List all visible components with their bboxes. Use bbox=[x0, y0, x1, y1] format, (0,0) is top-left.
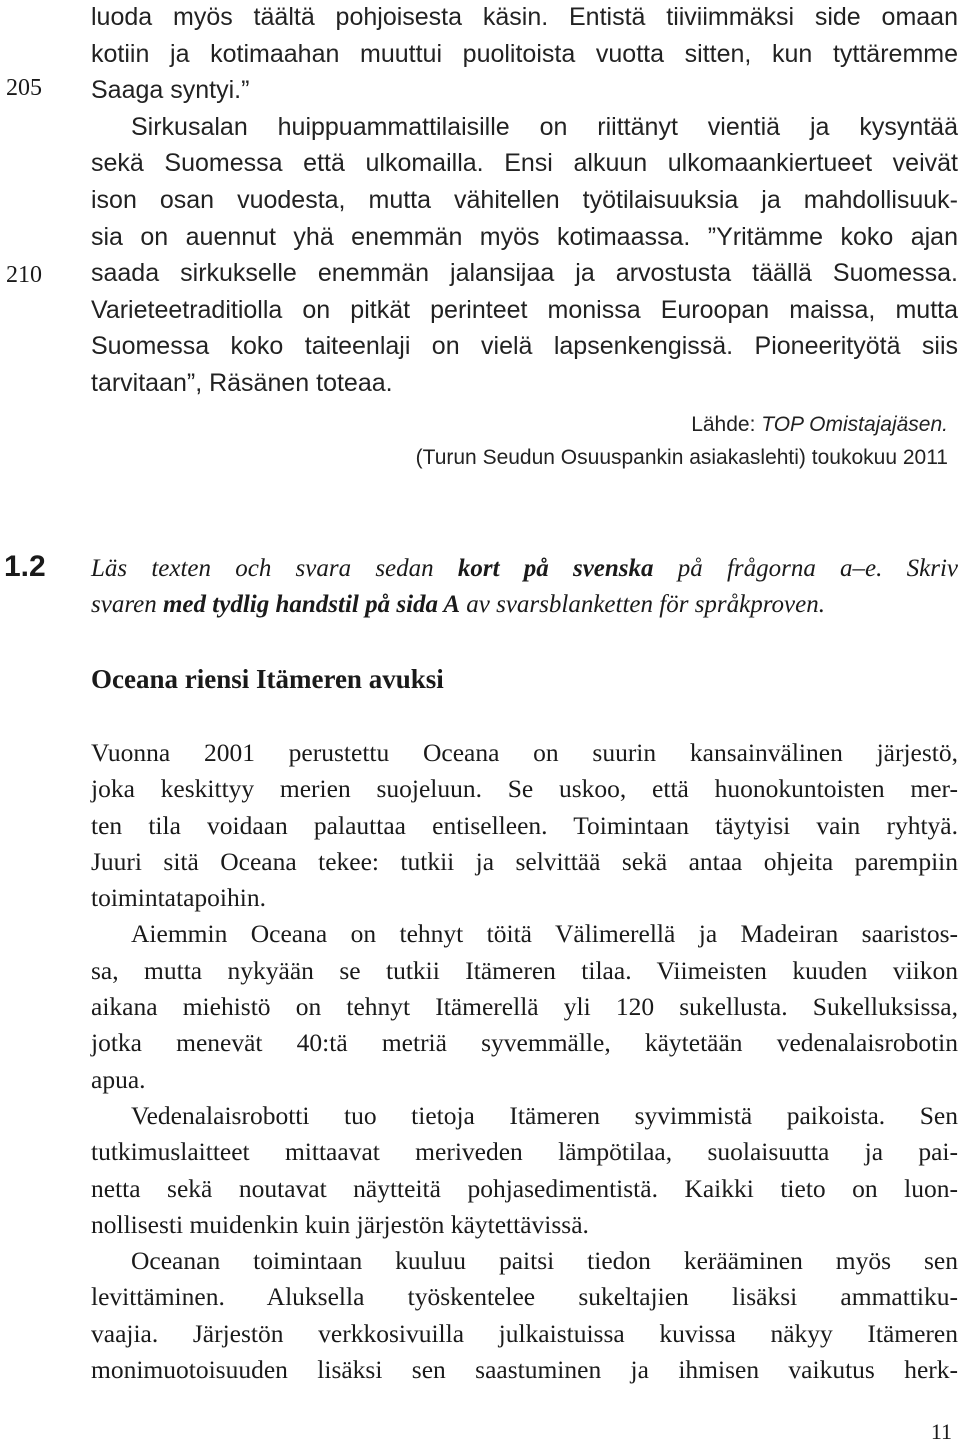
instruction-line bbox=[91, 551, 958, 587]
text-line: Vuonna 2001 perustettu Oceana on suurin kansainvälinen järjestö, bbox=[91, 738, 958, 767]
instruction-text: av svarsblanketten för språkproven. bbox=[460, 591, 825, 618]
text-line: aikana miehistö on tehnyt Itämerellä yli 120 sukellusta. Sukelluksissa, bbox=[91, 992, 958, 1022]
instruction-emphasis: med tydlig handstil på sida A bbox=[162, 591, 461, 618]
text-line: vaajia. Järjestön verkkosivuilla julkaistuissa kuvissa näkyy Itämeren bbox=[91, 1318, 958, 1348]
text-line: Suomessa koko taiteenlaji on vielä lapsenkengissä. Pioneerityötä siis bbox=[91, 332, 958, 361]
line-number: 205 bbox=[6, 75, 42, 101]
text-line: sa, mutta nykyään se tutkii Itämeren tilaa. Viimeisten kuuden viikon bbox=[91, 955, 958, 985]
text-line: Juuri sitä Oceana tekee: tutkii ja selvittää sekä antaa ohjeita parempiin bbox=[91, 846, 958, 876]
text-line: joka keskittyy merien suojeluun. Se uskoo, että huonokuntoisten mer- bbox=[91, 774, 958, 804]
question-number: 1.2 bbox=[4, 550, 46, 583]
text-line: nollisesti muidenkin kuin järjestön käytettävissä. bbox=[91, 1209, 589, 1239]
page-number: 11 bbox=[930, 1419, 952, 1444]
text-line: luoda myös täältä pohjoisesta käsin. Entistä tiiviimmäksi side omaan bbox=[91, 3, 958, 31]
text-line: Varieteetraditiolla on pitkät perinteet monissa Euroopan maissa, mutta bbox=[91, 295, 958, 324]
text-line: tarvitaan”, Räsänen toteaa. bbox=[91, 368, 393, 397]
intro-text bbox=[91, 0, 958, 402]
text-line: kotiin ja kotimaahan muuttui puolitoista vuotta sitten, kun tyttäremme bbox=[91, 39, 958, 68]
text-line: apua. bbox=[91, 1064, 146, 1094]
text-line: Oceanan toimintaan kuuluu paitsi tiedon kerääminen myös sen bbox=[131, 1246, 958, 1276]
text-line: ten tila voidaan palauttaa entiselleen. Toimintaan täytyisi vain ryhtyä. bbox=[91, 810, 958, 840]
text-line: sia on auennut yhä enemmän myös kotimaassa. ”Yritämme koko ajan bbox=[91, 222, 958, 251]
instruction-text: svaren bbox=[91, 591, 163, 618]
instruction-line bbox=[91, 587, 958, 623]
source-prefix: Lähde: bbox=[691, 413, 762, 436]
text-line: jotka menevät 40:tä metriä syvemmälle, käytetään vedenalaisrobotin bbox=[91, 1028, 958, 1058]
source-details: (Turun Seudun Osuuspankin asiakaslehti) toukokuu 2011 bbox=[415, 446, 948, 469]
text-line: sekä Suomessa että ulkomailla. Ensi alkuun ulkomaankiertueet veivät bbox=[91, 149, 958, 178]
question-instructions bbox=[91, 551, 958, 623]
text-line: tutkimuslaitteet mittaavat meriveden lämpötilaa, suolaisuutta ja pai- bbox=[91, 1137, 958, 1167]
instruction-emphasis: kort på svenska bbox=[457, 555, 654, 582]
text-line: Saaga syntyi.” bbox=[91, 76, 250, 105]
source-publication: TOP Omistajajäsen. bbox=[761, 413, 948, 436]
text-line: levittäminen. Aluksella työskentelee sukeltajien lisäksi ammattiku- bbox=[91, 1282, 958, 1312]
text-line: Vedenalaisrobotti tuo tietoja Itämeren syvimmistä paikoista. Sen bbox=[131, 1100, 958, 1130]
source-line bbox=[691, 407, 948, 443]
article-title: Oceana riensi Itämeren avuksi bbox=[91, 664, 444, 694]
article-body bbox=[91, 735, 958, 1388]
line-number: 210 bbox=[6, 262, 42, 288]
text-line: monimuotoisuuden lisäksi sen saastuminen ja ihmisen vaikutus herk- bbox=[91, 1355, 958, 1385]
text-line: saada sirkukselle enemmän jalansijaa ja arvostusta täällä Suomessa. bbox=[91, 259, 958, 288]
text-line: Aiemmin Oceana on tehnyt töitä Välimerellä ja Madeiran saaristos- bbox=[131, 919, 958, 949]
instruction-text: på frågorna a–e. Skriv bbox=[653, 555, 958, 582]
text-line: toimintatapoihin. bbox=[91, 883, 266, 913]
text-line: netta sekä noutavat näytteitä pohjasedimentistä. Kaikki tieto on luon- bbox=[91, 1173, 958, 1203]
text-line: ison osan vuodesta, mutta vähitellen työtilaisuuksia ja mahdollisuuk- bbox=[91, 185, 958, 214]
text-line: Sirkusalan huippuammattilaisille on riittänyt vientiä ja kysyntää bbox=[131, 112, 958, 141]
instruction-text: Läs texten och svara sedan bbox=[91, 555, 458, 582]
